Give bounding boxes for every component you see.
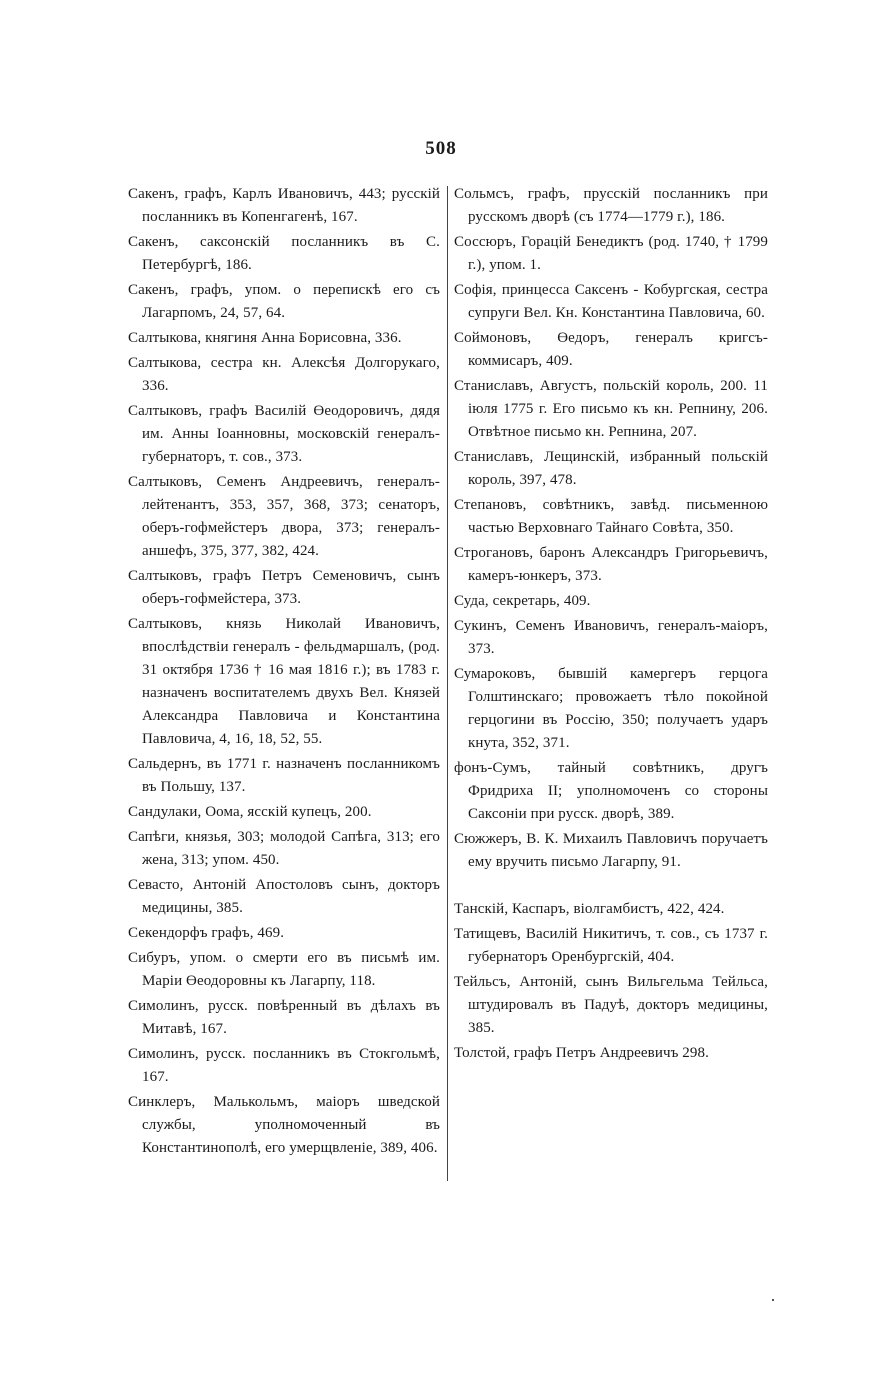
index-entry: Сукинъ, Семенъ Ивановичъ, генералъ-маіоръ, 373. <box>454 618 768 657</box>
index-entry: Станиславъ, Августъ, польскій король, 200. 11 іюля 1775 г. Его письмо къ кн. Репнину, 206. Отвѣтное письмо кн. Репнина, 207. <box>454 378 768 440</box>
column-divider <box>447 186 448 1181</box>
index-entry: Сакенъ, саксонскій посланникъ въ С. Петербургѣ, 186. <box>128 234 440 273</box>
index-entry: Салтыкова, сестра кн. Алексѣя Долгорукаго, 336. <box>128 355 440 394</box>
index-entry: Салтыкова, княгиня Анна Борисовна, 336. <box>128 330 402 346</box>
index-entry: Сапѣги, князья, 303; молодой Сапѣга, 313; его жена, 313; упом. 450. <box>128 829 440 868</box>
index-entry: Сибуръ, упом. о смерти его въ письмѣ им. Маріи Өеодоровны къ Лагарпу, 118. <box>128 950 440 989</box>
index-entry: Толстой, графъ Петръ Андреевичъ 298. <box>454 1045 709 1061</box>
index-entry: Татищевъ, Василій Никитичъ, т. сов., съ 1737 г. губернаторъ Оренбургскій, 404. <box>454 926 768 965</box>
index-entry: Симолинъ, русск. повѣренный въ дѣлахъ въ Митавѣ, 167. <box>128 998 440 1037</box>
index-entry: Тейльсъ, Антоній, сынъ Вильгельма Тейльса, штудировалъ въ Падуѣ, докторъ медицины, 385. <box>454 974 768 1036</box>
page-number: 508 <box>425 138 457 159</box>
index-entry: Сакенъ, графъ, Карлъ Ивановичъ, 443; русскій посланникъ въ Копенгагенѣ, 167. <box>128 186 440 225</box>
index-entry: Салтыковъ, Семенъ Андреевичъ, генералъ-лейтенантъ, 353, 357, 368, 373; сенаторъ, оберъ-гофмейстеръ двора, 373; генералъ-аншефъ, 375, 377, 382, 424. <box>128 474 440 559</box>
index-entry: Салтыковъ, графъ Петръ Семеновичъ, сынъ оберъ-гофмейстера, 373. <box>128 568 440 607</box>
index-column-right <box>454 183 768 1067</box>
index-entry: Степановъ, совѣтникъ, завѣд. письменною частью Верховнаго Тайнаго Совѣта, 350. <box>454 497 768 536</box>
index-entry: Сандулаки, Оома, ясскій купецъ, 200. <box>128 804 372 820</box>
page-speck <box>772 1299 774 1301</box>
index-entry: фонъ-Сумъ, тайный совѣтникъ, другъ Фридриха II; уполномоченъ со стороны Саксоніи при русск. дворѣ, 389. <box>454 760 768 822</box>
index-entry: Сольмсъ, графъ, прусскій посланникъ при русскомъ дворѣ (съ 1774—1779 г.), 186. <box>454 186 768 225</box>
index-entry: Софія, принцесса Саксенъ - Кобургская, сестра супруги Вел. Кн. Константина Павловича, 60. <box>454 282 768 321</box>
index-entry: Сюжжеръ, В. К. Михаилъ Павловичъ поручаетъ ему вручить письмо Лагарпу, 91. <box>454 831 768 870</box>
index-entry: Салтыковъ, графъ Василій Өеодоровичъ, дядя им. Анны Іоанновны, московскій генералъ-губернаторъ, т. сов., 373. <box>128 403 440 465</box>
index-entry: Соймоновъ, Өедоръ, генералъ кригсъ-коммисаръ, 409. <box>454 330 768 369</box>
index-entry: Севасто, Антоній Апостоловъ сынъ, докторъ медицины, 385. <box>128 877 440 916</box>
index-entry: Симолинъ, русск. посланникъ въ Стокгольмѣ, 167. <box>128 1046 440 1085</box>
index-entry: Суда, секретарь, 409. <box>454 593 591 609</box>
index-entry: Салтыковъ, князь Николай Ивановичъ, впослѣдствіи генералъ - фельдмаршалъ, (род. 31 октября 1736 † 16 мая 1816 г.); въ 1783 г. назначенъ воспитателемъ двухъ Вел. Князей Александра Павловича и Константина Павловича, 4, 16, 18, 52, 55. <box>128 616 440 747</box>
index-entry: Секендорфъ графъ, 469. <box>128 925 285 941</box>
index-entry: Соссюръ, Горацій Бенедиктъ (род. 1740, † 1799 г.), упом. 1. <box>454 234 768 273</box>
index-entry: Строгановъ, баронъ Александръ Григорьевичъ, камеръ-юнкеръ, 373. <box>454 545 768 584</box>
index-entry: Сакенъ, графъ, упом. о перепискѣ его съ Лагарпомъ, 24, 57, 64. <box>128 282 440 321</box>
index-entry: Станиславъ, Лещинскій, избранный польскій король, 397, 478. <box>454 449 768 488</box>
index-entry: Танскій, Каспаръ, віолгамбистъ, 422, 424. <box>454 901 725 917</box>
index-column-left <box>128 183 440 1162</box>
index-entry: Сумароковъ, бывшій камергеръ герцога Голштинскаго; провожаетъ тѣло покойной герцогини въ Россію, 350; получаетъ ударъ кнута, 352, 371. <box>454 666 768 751</box>
index-entry: Сальдернъ, въ 1771 г. назначенъ посланникомъ въ Польшу, 137. <box>128 756 440 795</box>
index-entry: Синклеръ, Малькольмъ, маіоръ шведской службы, уполномоченный въ Константинополѣ, его умерщвленіе, 389, 406. <box>128 1094 440 1156</box>
section-gap <box>454 876 768 898</box>
